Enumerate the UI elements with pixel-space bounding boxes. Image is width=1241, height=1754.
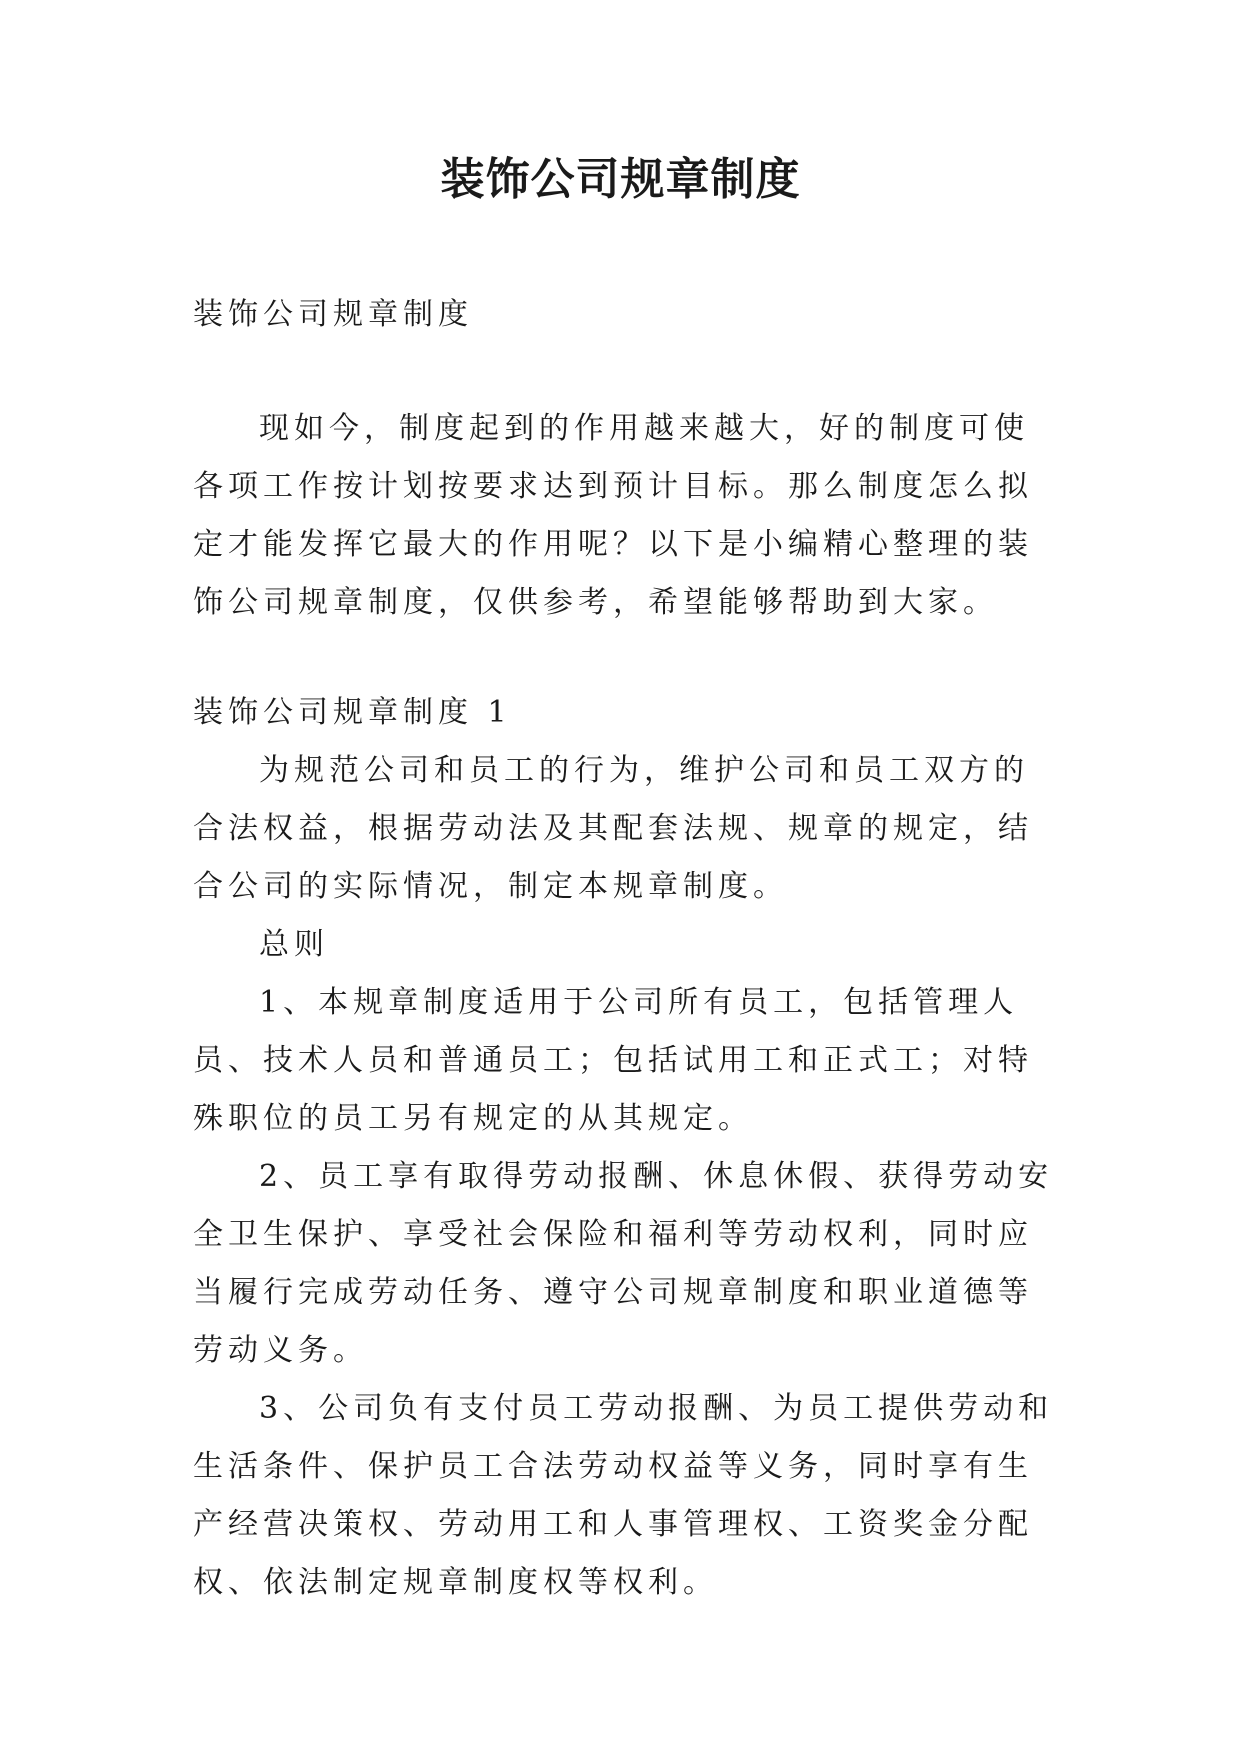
paragraph-purpose: 为规范公司和员工的行为，维护公司和员工双方的合法权益，根据劳动法及其配套法规、规章的规定，结合公司的实际情况，制定本规章制度。 <box>193 753 1033 904</box>
intro-paragraph: 现如今，制度起到的作用越来越大，好的制度可使各项工作按计划按要求达到预计目标。那么制度怎么拟定才能发挥它最大的作用呢？以下是小编精心整理的装饰公司规章制度，仅供参考，希望能够帮助到大家。 <box>193 411 1033 620</box>
paragraph-rule-2: 2、员工享有取得劳动报酬、休息休假、获得劳动安全卫生保护、享受社会保险和福利等劳动权利，同时应当履行完成劳动任务、遵守公司规章制度和职业道德等劳动义务。 <box>193 1159 1054 1368</box>
paragraph-general-rules-heading: 总则 <box>259 927 329 962</box>
document-subtitle: 装饰公司规章制度 <box>193 297 473 332</box>
section-heading: 装饰公司规章制度 1 <box>193 695 512 730</box>
paragraph-rule-1: 1、本规章制度适用于公司所有员工，包括管理人员、技术人员和普通员工；包括试用工和正式工；对特殊职位的员工另有规定的从其规定。 <box>193 985 1033 1136</box>
document-title: 装饰公司规章制度 <box>440 154 801 205</box>
paragraph-rule-3: 3、公司负有支付员工劳动报酬、为员工提供劳动和生活条件、保护员工合法劳动权益等义务，同时享有生产经营决策权、劳动用工和人事管理权、工资奖金分配权、依法制定规章制度权等权利。 <box>193 1391 1054 1600</box>
section-body <box>193 742 1055 1612</box>
